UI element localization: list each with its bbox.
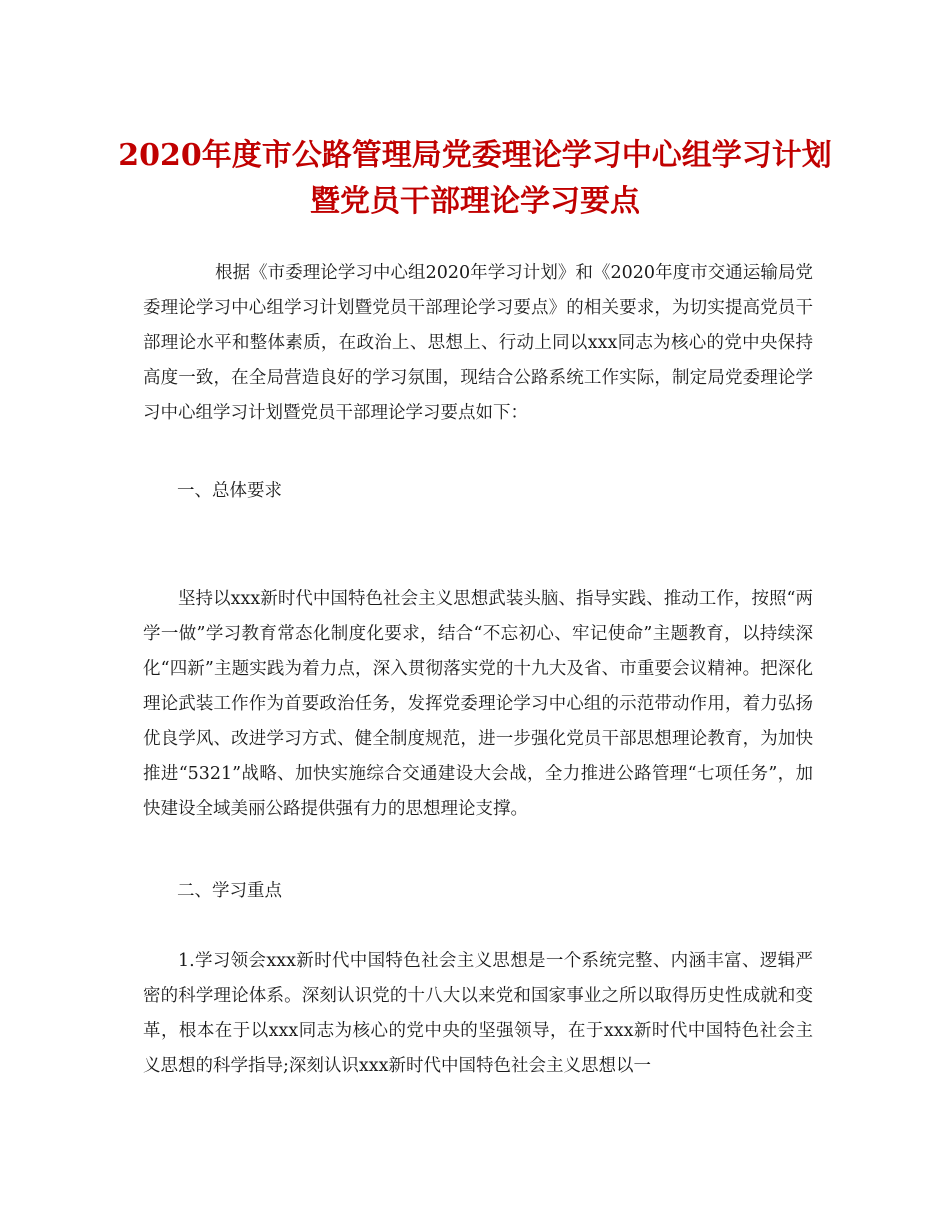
section-paragraph-general-requirements: 坚持以xxx新时代中国特色社会主义思想武装头脑、指导实践、推动工作，按照“两学一做”学习教育常态化制度化要求，结合“不忘初心、牢记使命”主题教育，以持续深化“四新”主题实践为着力点，深入贯彻落实党的十九大及省、市重要会议精神。把深化理论武装工作作为首要政治任务，发挥党委理论学习中心组的示范带动作用，着力弘扬优良学风、改进学习方式、健全制度规范，进一步强化党员干部思想理论教育，为加快推进“5321”战略、加快实施综合交通建设大会战，全力推进公路管理“七项任务”，加快建设全域美丽公路提供强有力的思想理论支撑。 <box>143 589 813 819</box>
section-paragraph-study-focus-item1: 1.学习领会xxx新时代中国特色社会主义思想是一个系统完整、内涵丰富、逻辑严密的科学理论体系。深刻认识党的十八大以来党和国家事业之所以取得历史性成就和变革，根本在于以xxx同志为核心的党中央的坚强领导，在于xxx新时代中国特色社会主义思想的科学指导;深刻认识xxx新时代中国特色社会主义思想以一 <box>143 951 813 1076</box>
section-heading-general-requirements: 一、总体要求 <box>177 481 282 501</box>
document-title-line2: 暨党员干部理论学习要点 <box>310 184 640 219</box>
document-title-line1: 2020年度市公路管理局党委理论学习中心组学习计划 <box>118 138 832 173</box>
intro-paragraph: 根据《市委理论学习中心组2020年学习计划》和《2020年度市交通运输局党委理论学习中心组学习计划暨党员干部理论学习要点》的相关要求，为切实提高党员干部理论水平和整体素质，在政治上、思想上、行动上同以xxx同志为核心的党中央保持高度一致，在全局营造良好的学习氛围，现结合公路系统工作实际，制定局党委理论学习中心组学习计划暨党员干部理论学习要点如下： <box>143 263 813 423</box>
section-heading-study-focus: 二、学习重点 <box>177 881 282 901</box>
